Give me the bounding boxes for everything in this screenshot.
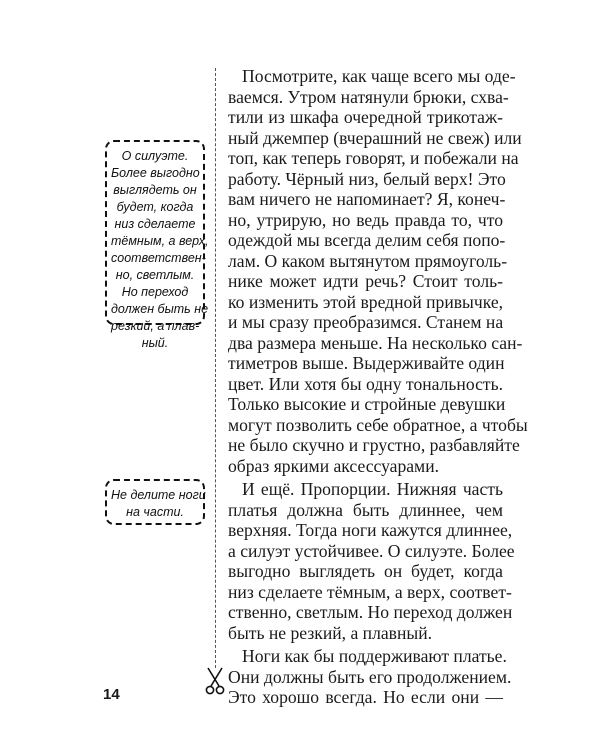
text-line: а силуэт устойчивее. О силуэте. Более: [228, 540, 515, 561]
text-line: нике может идти речь? Стоит толь-: [228, 271, 503, 291]
text-line: не было скучно и грустно, разбавляйте: [228, 435, 520, 455]
text-line: тиметров выше. Выдерживайте один: [228, 353, 505, 373]
text-line: выгодно выглядеть он будет, когда: [228, 561, 503, 581]
note-line: Но переход: [121, 285, 189, 299]
note-line: ный.: [141, 336, 169, 350]
text-line: топ, как теперь говорят, и побежали на: [228, 148, 519, 168]
text-line: быть не резкий, а плавный.: [228, 622, 433, 643]
note-line: но, светлым.: [115, 268, 195, 282]
text-line: ственно, светлым. Но переход должен: [228, 602, 513, 622]
text-line: Только высокие и стройные девушки: [228, 394, 506, 414]
text-line: но, утрирую, но ведь правда то, что: [228, 209, 503, 230]
text-line: и мы сразу преобразимся. Станем на: [228, 312, 504, 332]
text-line: два размера меньше. На несколько сан-: [228, 332, 523, 353]
sidebar-note-silhouette: [105, 140, 209, 350]
note-line: Не делите ноги: [111, 488, 206, 502]
note-line: О силуэте.: [121, 149, 189, 163]
note-line: на части.: [126, 505, 184, 519]
text-line: лам. О каком вытянутом прямоуголь-: [228, 250, 508, 271]
text-line: работу. Чёрный низ, белый верх! Это: [228, 168, 506, 189]
text-line: образ яркими аксессуарами.: [228, 455, 440, 476]
sidebar-note-legs: [105, 479, 205, 525]
text-line: Ноги как бы поддерживают платье.: [242, 646, 507, 666]
note-line: выглядеть он: [113, 183, 197, 197]
text-line: одеждой мы всегда делим себя попо-: [228, 230, 506, 250]
text-line: цвет. Или хотя бы одну тональность.: [228, 373, 503, 394]
text-line: верхняя. Тогда ноги кажутся длиннее,: [228, 520, 513, 540]
text-line: ко изменить этой вредной привычке,: [228, 291, 504, 312]
scissors-icon: [204, 667, 226, 695]
text-line: тили из шкафа очередной трикотаж-: [228, 107, 503, 127]
note-line: резкий, а плав-: [111, 319, 200, 333]
note-line: Более выгодно: [111, 166, 200, 180]
main-text: [228, 66, 528, 708]
text-line: И ещё. Пропорции. Нижняя часть: [242, 479, 503, 499]
text-line: вам ничего не напоминает? Я, конеч-: [228, 189, 506, 209]
page-number: 14: [103, 686, 120, 703]
text-line: ный джемпер (вчерашний не свеж) или: [228, 127, 522, 148]
text-line: Они должны быть его продолжением.: [228, 666, 512, 687]
cut-line: [215, 68, 216, 668]
note-line: соответствен-: [111, 251, 206, 265]
text-line: Посмотрите, как чаще всего мы оде-: [242, 66, 516, 86]
note-line: тёмным, а верх,: [111, 234, 209, 248]
text-line: Это хорошо всегда. Но если они —: [228, 687, 503, 707]
note-line: будет, когда: [116, 200, 194, 214]
note-line: низ сделаете: [114, 217, 196, 231]
text-line: платья должна быть длиннее, чем: [228, 499, 503, 520]
text-line: могут позволить себе обратное, а чтобы: [228, 414, 528, 435]
note-line: должен быть не: [111, 302, 209, 316]
text-line: низ сделаете тёмным, а верх, соответ-: [228, 581, 512, 602]
text-line: ваемся. Утром натянули брюки, схва-: [228, 86, 509, 107]
